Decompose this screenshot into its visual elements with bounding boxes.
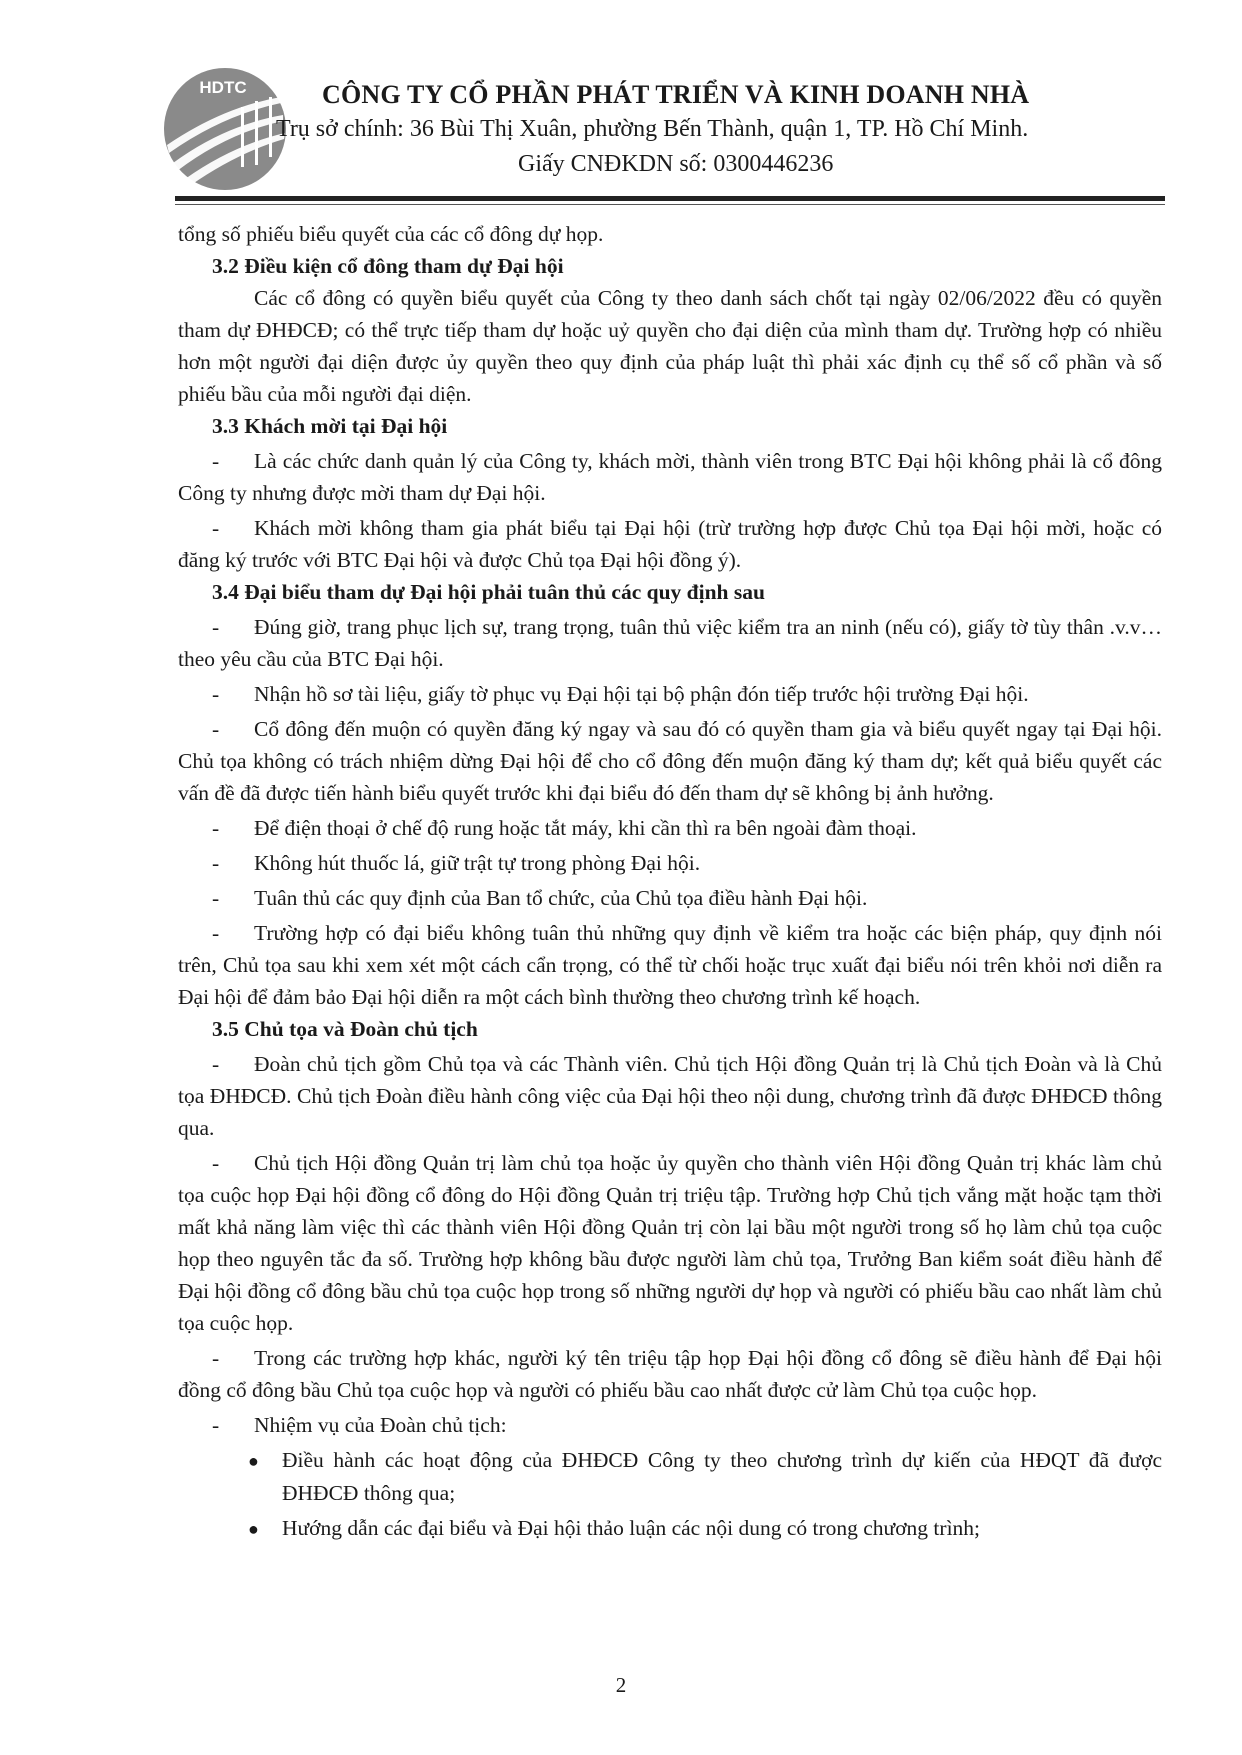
- dash-item-text: Đoàn chủ tịch gồm Chủ tọa và các Thành viên. Chủ tịch Hội đồng Quản trị là Chủ tịch Đoàn và là Chủ tọa ĐHĐCĐ. Chủ tịch Đoàn điều hành công việc của Đại hội theo nội dung, chương trình đã được ĐHĐCĐ thông qua.: [178, 1052, 1162, 1140]
- dash-marker: -: [212, 921, 220, 945]
- dash-item-text: Tuân thủ các quy định của Ban tổ chức, của Chủ tọa điều hành Đại hội.: [254, 886, 868, 910]
- dash-item: [178, 445, 1162, 509]
- dash-item: [178, 847, 1162, 879]
- dash-item-text: Khách mời không tham gia phát biểu tại Đại hội (trừ trường hợp được Chủ tọa Đại hội mời, hoặc có đăng ký trước với BTC Đại hội và được Chủ tọa Đại hội đồng ý).: [178, 516, 1162, 572]
- dash-marker: -: [212, 717, 220, 741]
- dash-marker: -: [212, 1346, 220, 1370]
- paragraph: tổng số phiếu biểu quyết của các cổ đông dự họp.: [178, 222, 604, 246]
- document-body: [178, 218, 1162, 1545]
- company-name: CÔNG TY CỔ PHẦN PHÁT TRIỂN VÀ KINH DOANH NHÀ: [322, 80, 1030, 109]
- bullet-icon: ●: [248, 1519, 259, 1539]
- dash-item-text: Chủ tịch Hội đồng Quản trị làm chủ tọa hoặc ủy quyền cho thành viên Hội đồng Quản trị khác làm chủ tọa cuộc họp Đại hội đồng cổ đông do Hội đồng Quản trị triệu tập. Trường hợp Chủ tịch vắng mặt hoặc tạm thời mất khả năng làm việc thì các thành viên Hội đồng Quản trị còn lại bầu một người trong số họ làm chủ tọa cuộc họp theo nguyên tắc đa số. Trường hợp không bầu được người làm chủ tọa, Trưởng Ban kiểm soát điều hành để Đại hội đồng cổ đông bầu chủ tọa cuộc họp trong số những người dự họp và người có phiếu bầu cao nhất làm chủ tọa cuộc họp.: [178, 1151, 1162, 1335]
- dash-item: [178, 1409, 1162, 1441]
- dash-marker: -: [212, 682, 220, 706]
- bullet-item-text: Hướng dẫn các đại biểu và Đại hội thảo luận các nội dung có trong chương trình;: [282, 1516, 981, 1540]
- section-heading-3-4: 3.4 Đại biểu tham dự Đại hội phải tuân thủ các quy định sau: [212, 580, 765, 604]
- dash-item-text: Không hút thuốc lá, giữ trật tự trong phòng Đại hội.: [254, 851, 701, 875]
- dash-marker: -: [212, 516, 220, 540]
- section-heading-3-3: 3.3 Khách mời tại Đại hội: [212, 414, 448, 438]
- dash-marker: -: [212, 449, 220, 473]
- dash-item-text: Đúng giờ, trang phục lịch sự, trang trọng, tuân thủ việc kiểm tra an ninh (nếu có), giấy tờ tùy thân .v.v…theo yêu cầu của BTC Đại hội.: [178, 615, 1162, 671]
- dash-marker: -: [212, 886, 220, 910]
- dash-marker: -: [212, 1151, 220, 1175]
- bullet-item-text: Điều hành các hoạt động của ĐHĐCĐ Công ty theo chương trình dự kiến của HĐQT đã được ĐHĐCĐ thông qua;: [282, 1448, 1162, 1505]
- dash-item-text: Cổ đông đến muộn có quyền đăng ký ngay và sau đó có quyền tham gia và biểu quyết ngay tại Đại hội. Chủ tọa không có trách nhiệm dừng Đại hội để cho cổ đông đến muộn đăng ký tham dự; kết quả biểu quyết các vấn đề đã được tiến hành biểu quyết trước khi đại biểu đó đến tham dự sẽ không bị ảnh hưởng.: [178, 717, 1162, 805]
- header-divider-thin: [175, 204, 1165, 205]
- dash-item-text: Nhận hồ sơ tài liệu, giấy tờ phục vụ Đại hội tại bộ phận đón tiếp trước hội trường Đại hội.: [254, 682, 1029, 706]
- dash-marker: -: [212, 816, 220, 840]
- dash-marker: -: [212, 1413, 220, 1437]
- dash-item: [178, 678, 1162, 710]
- dash-item: [178, 1048, 1162, 1144]
- bullet-item: [178, 1512, 1162, 1545]
- logo-text: HDTC: [199, 78, 247, 97]
- dash-item: [178, 1147, 1162, 1339]
- bullet-icon: ●: [248, 1451, 259, 1471]
- dash-item: [178, 512, 1162, 576]
- dash-item: [178, 882, 1162, 914]
- dash-item-text: Để điện thoại ở chế độ rung hoặc tắt máy, khi cần thì ra bên ngoài đàm thoại.: [254, 816, 917, 840]
- dash-item-text: Trường hợp có đại biểu không tuân thủ những quy định về kiểm tra hoặc các biện pháp, quy định nói trên, Chủ tọa sau khi xem xét một cách cẩn trọng, có thể từ chối hoặc trục xuất đại biểu nói trên khỏi nơi diễn ra Đại hội để đảm bảo Đại hội diễn ra một cách bình thường theo chương trình kế hoạch.: [178, 921, 1162, 1009]
- company-logo: [163, 67, 288, 192]
- dash-item: [178, 713, 1162, 809]
- dash-item-text: Trong các trường hợp khác, người ký tên triệu tập họp Đại hội đồng cổ đông sẽ điều hành để Đại hội đồng cổ đông bầu Chủ tọa cuộc họp và người có phiếu bầu cao nhất được cử làm Chủ tọa cuộc họp.: [178, 1346, 1162, 1402]
- header-divider: [175, 196, 1165, 201]
- company-address: Trụ sở chính: 36 Bùi Thị Xuân, phường Bến Thành, quận 1, TP. Hồ Chí Minh.: [276, 116, 1029, 142]
- page-number: 2: [615, 1673, 627, 1697]
- paragraph: Các cổ đông có quyền biểu quyết của Công ty theo danh sách chốt tại ngày 02/06/2022 đều có quyền tham dự ĐHĐCĐ; có thể trực tiếp tham dự hoặc uỷ quyền cho đại diện của mình tham dự. Trường hợp có nhiều hơn một người đại diện được ủy quyền theo quy định của pháp luật thì phải xác định cụ thể số cổ phần và số phiếu bầu của mỗi người đại diện.: [178, 286, 1162, 406]
- section-heading-3-2: 3.2 Điều kiện cổ đông tham dự Đại hội: [212, 254, 564, 278]
- business-license: Giấy CNĐKDN số: 0300446236: [518, 151, 834, 177]
- dash-marker: -: [212, 615, 220, 639]
- dash-marker: -: [212, 1052, 220, 1076]
- dash-item: [178, 1342, 1162, 1406]
- dash-item: [178, 611, 1162, 675]
- dash-item: [178, 812, 1162, 844]
- dash-marker: -: [212, 851, 220, 875]
- dash-item-text: Là các chức danh quản lý của Công ty, khách mời, thành viên trong BTC Đại hội không phải là cổ đông Công ty nhưng được mời tham dự Đại hội.: [178, 449, 1162, 505]
- section-heading-3-5: 3.5 Chủ tọa và Đoàn chủ tịch: [212, 1017, 478, 1041]
- dash-item-text: Nhiệm vụ của Đoàn chủ tịch:: [254, 1413, 507, 1437]
- bullet-item: [178, 1444, 1162, 1509]
- dash-item: [178, 917, 1162, 1013]
